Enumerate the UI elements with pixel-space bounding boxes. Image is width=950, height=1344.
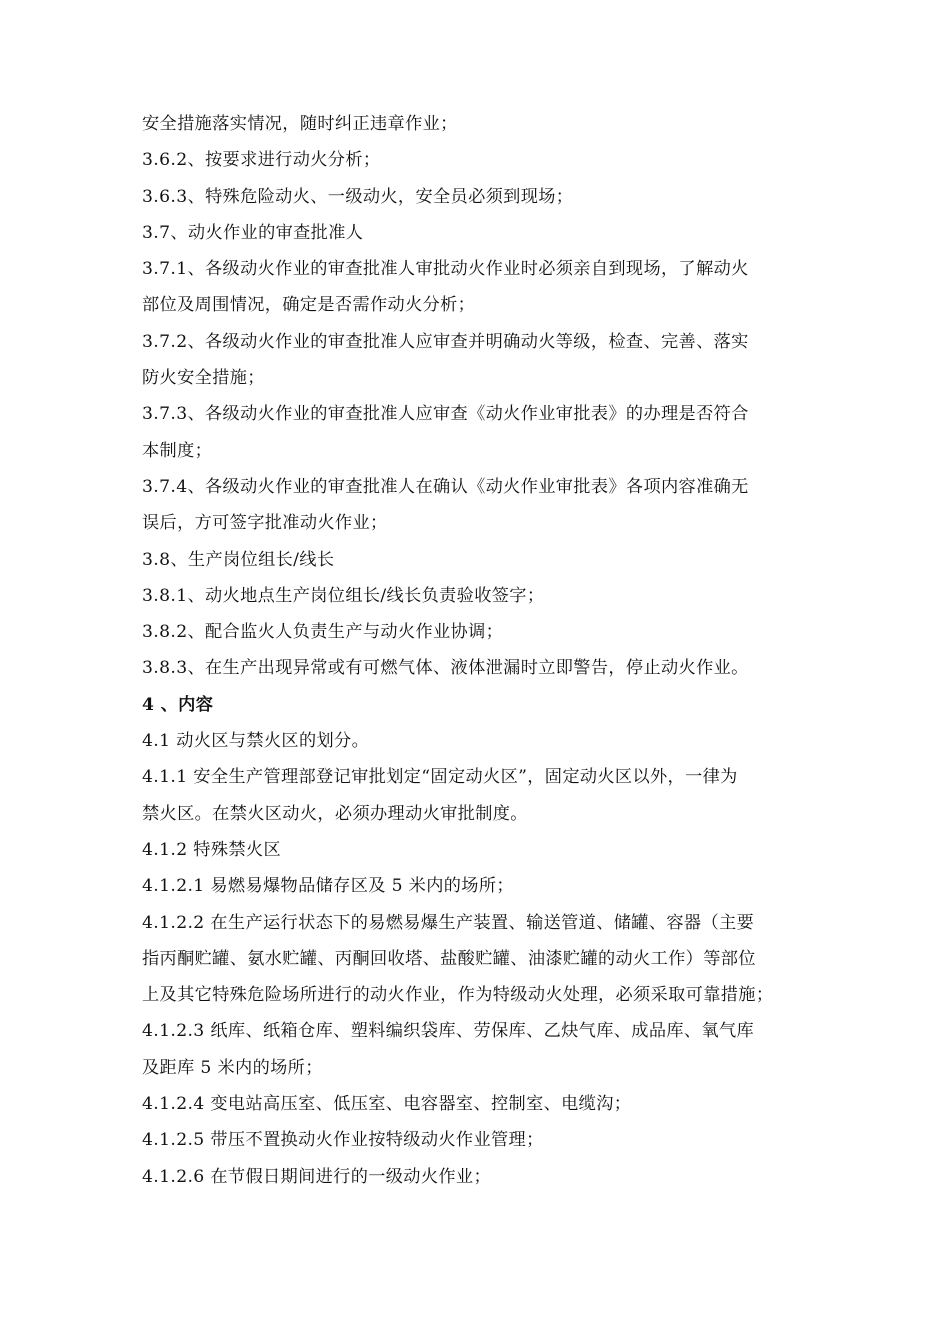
document-body	[142, 106, 822, 1195]
clause-3-6-2: 3.6.2、按要求进行动火分析；	[142, 150, 381, 171]
clause-3-7-3: 3.7.3、各级动火作业的审查批准人应审查《动火作业审批表》的办理是否符合	[142, 404, 749, 425]
clause-3-7-3-cont: 本制度；	[142, 440, 213, 461]
clause-4-1-2-3: 4.1.2.3 纸库、纸箱仓库、塑料编织袋库、劳保库、乙炔气库、成品库、氧气库	[142, 1021, 755, 1042]
clause-4-1-2-5: 4.1.2.5 带压不置换动火作业按特级动火作业管理；	[142, 1130, 544, 1151]
clause-4-1-2-4: 4.1.2.4 变电站高压室、低压室、电容器室、控制室、电缆沟；	[142, 1094, 632, 1115]
clause-4-1-2: 4.1.2 特殊禁火区	[142, 839, 281, 860]
clause-4-1-2-1: 4.1.2.1 易燃易爆物品储存区及 5 米内的场所；	[142, 876, 514, 897]
clause-3-7-4-cont: 误后，方可签字批准动火作业；	[142, 513, 388, 534]
clause-3-8-3: 3.8.3、在生产出现异常或有可燃气体、液体泄漏时立即警告，停止动火作业。	[142, 658, 749, 679]
clause-3-7-1-cont: 部位及周围情况，确定是否需作动火分析；	[142, 295, 476, 316]
clause-3-6-3: 3.6.3、特殊危险动火、一级动火，安全员必须到现场；	[142, 186, 574, 207]
clause-3-8-2: 3.8.2、配合监火人负责生产与动火作业协调；	[142, 622, 504, 643]
clause-4-1-2-6: 4.1.2.6 在节假日期间进行的一级动火作业；	[142, 1166, 491, 1187]
clause-4-1-2-2-cont-1: 指丙酮贮罐、氨水贮罐、丙酮回收塔、盐酸贮罐、油漆贮罐的动火工作）等部位	[142, 948, 756, 969]
clause-3-8-1: 3.8.1、动火地点生产岗位组长/线长负责验收签字；	[142, 585, 545, 606]
clause-3-7-2-cont: 防火安全措施；	[142, 368, 265, 389]
clause-4-1-2-2: 4.1.2.2 在生产运行状态下的易燃易爆生产装置、输送管道、储罐、容器（主要	[142, 912, 755, 933]
clause-3-7-2: 3.7.2、各级动火作业的审查批准人应审查并明确动火等级，检查、完善、落实	[142, 331, 749, 352]
clause-3-7-1: 3.7.1、各级动火作业的审查批准人审批动火作业时必须亲自到现场，了解动火	[142, 259, 749, 280]
section-4-heading: 4 、内容	[142, 694, 214, 715]
clause-4-1-1: 4.1.1 安全生产管理部登记审批划定“固定动火区”，固定动火区以外，一律为	[142, 767, 738, 788]
clause-4-1-1-cont: 禁火区。在禁火区动火，必须办理动火审批制度。	[142, 803, 528, 824]
clause-4-1-2-2-cont-2: 上及其它特殊危险场所进行的动火作业，作为特级动火处理，必须采取可靠措施；	[142, 985, 774, 1006]
clause-4-1: 4.1 动火区与禁火区的划分。	[142, 731, 370, 752]
clause-4-1-2-3-cont: 及距库 5 米内的场所；	[142, 1057, 323, 1078]
clause-3-7-4: 3.7.4、各级动火作业的审查批准人在确认《动火作业审批表》各项内容准确无	[142, 476, 749, 497]
paragraph-line: 安全措施落实情况，随时纠正违章作业；	[142, 114, 458, 134]
section-3-8-heading: 3.8、生产岗位组长/线长	[142, 549, 335, 570]
section-3-7-heading: 3.7、动火作业的审查批准人	[142, 222, 364, 243]
